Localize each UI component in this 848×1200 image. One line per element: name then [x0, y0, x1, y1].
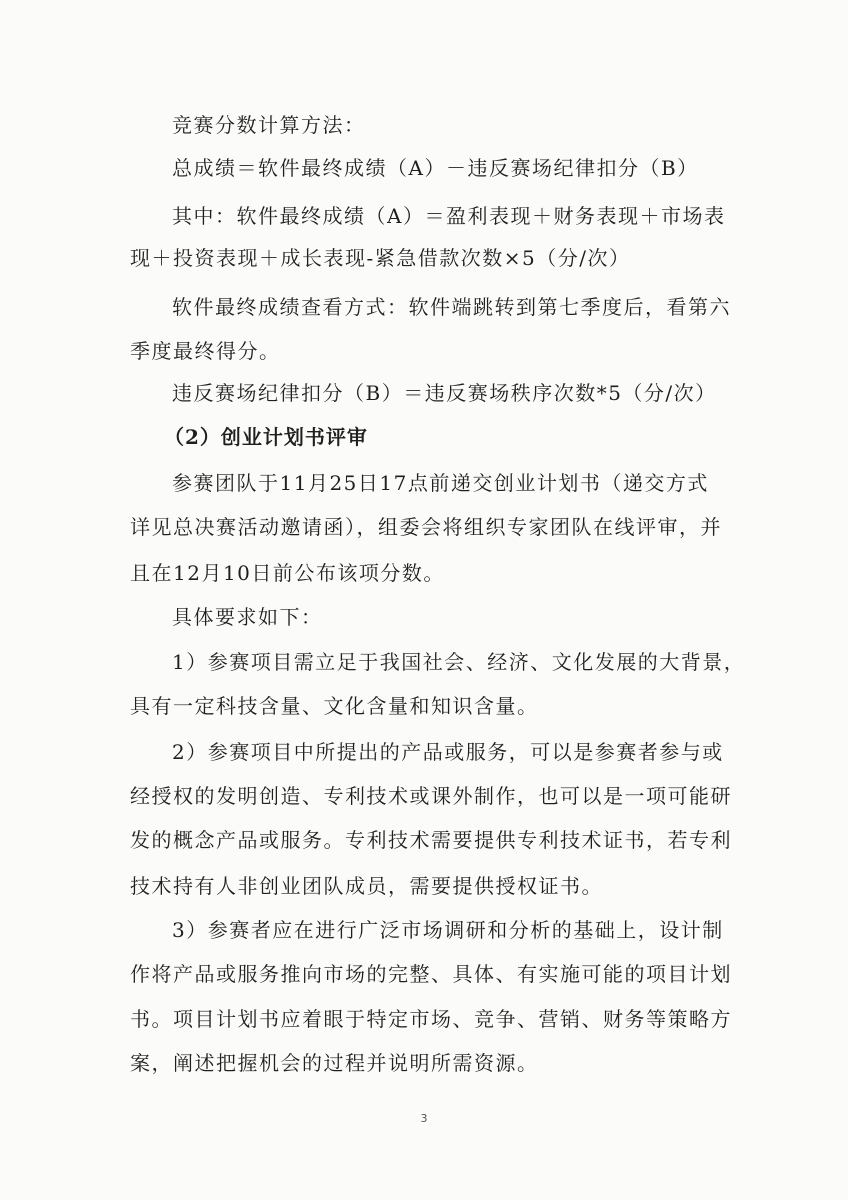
text-line-3: 其中：软件最终成绩（A）＝盈利表现＋财务表现＋市场表 [172, 204, 726, 228]
text-line-5: 软件最终成绩查看方式：软件端跳转到第七季度后，看第六 [172, 295, 731, 319]
text-line-16: 经授权的发明创造、专利技术或课外制作，也可以是一项可能研 [130, 784, 732, 808]
text-line-9: 参赛团队于11月25日17点前递交创业计划书（递交方式 [172, 471, 709, 495]
text-line-10: 详见总决赛活动邀请函），组委会将组织专家团队在线评审，并 [130, 515, 722, 539]
text-line-22: 案，阐述把握机会的过程并说明所需资源。 [130, 1051, 539, 1075]
text-line-2: 总成绩＝软件最终成绩（A）－违反赛场纪律扣分（B） [172, 156, 699, 180]
text-line-12: 具体要求如下： [172, 605, 323, 629]
text-line-18: 技术持有人非创业团队成员，需要提供授权证书。 [130, 874, 603, 898]
text-line-11: 且在12月10日前公布该项分数。 [130, 561, 445, 585]
text-line-13: 1）参赛项目需立足于我国社会、经济、文化发展的大背景， [172, 650, 746, 674]
text-line-17: 发的概念产品或服务。专利技术需要提供专利技术证书，若专利 [130, 828, 732, 852]
text-line-1: 竞赛分数计算方法： [172, 113, 366, 137]
section-heading: （2）创业计划书评审 [164, 425, 368, 449]
text-line-15: 2）参赛项目中所提出的产品或服务，可以是参赛者参与或 [172, 740, 724, 764]
text-line-7: 违反赛场纪律扣分（B）＝违反赛场秩序次数*5（分/次） [172, 381, 717, 405]
text-line-20: 作将产品或服务推向市场的完整、具体、有实施可能的项目计划 [130, 962, 732, 986]
text-line-6: 季度最终得分。 [130, 339, 281, 363]
text-line-4: 现＋投资表现＋成长表现-紧急借款次数×5（分/次） [130, 246, 631, 270]
text-line-19: 3）参赛者应在进行广泛市场调研和分析的基础上，设计制 [172, 918, 724, 942]
page-number: 3 [420, 1112, 428, 1125]
text-line-14: 具有一定科技含量、文化含量和知识含量。 [130, 694, 539, 718]
text-line-21: 书。项目计划书应着眼于特定市场、竞争、营销、财务等策略方 [130, 1007, 732, 1031]
